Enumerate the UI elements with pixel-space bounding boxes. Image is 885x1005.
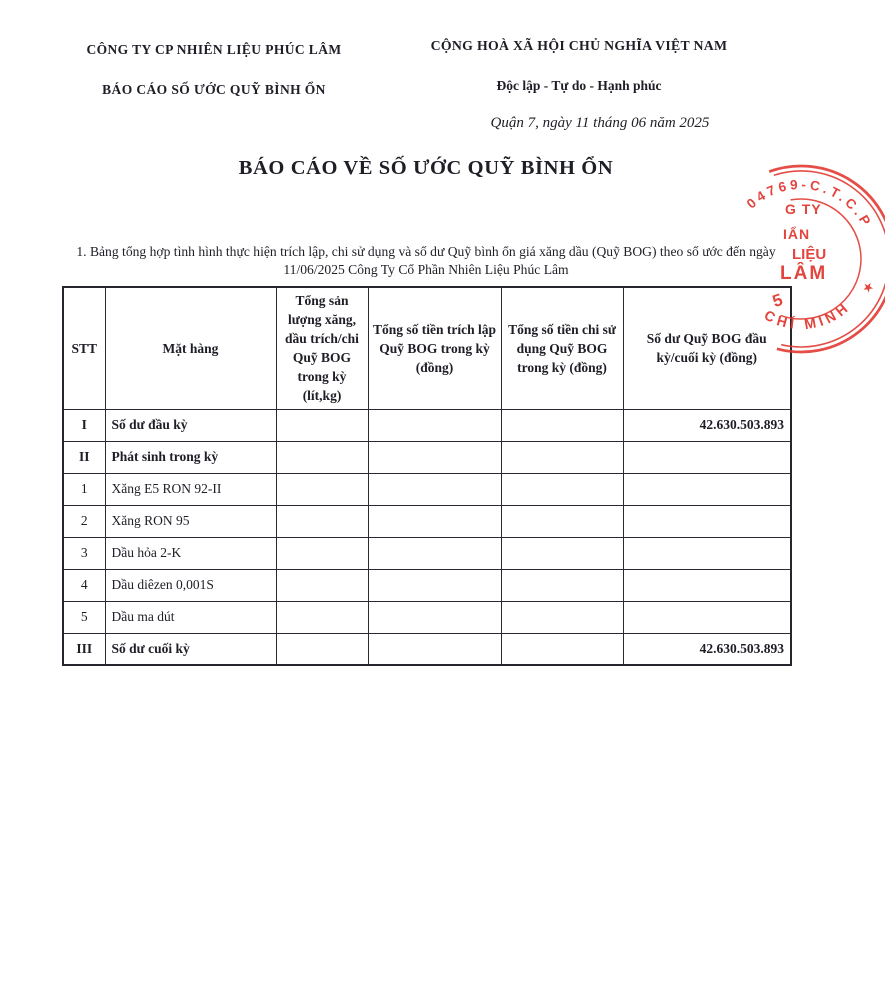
- company-header-block: [66, 42, 362, 98]
- item-cell: Xăng RON 95: [105, 505, 276, 537]
- so-du-cell: [623, 473, 791, 505]
- so-du-cell: [623, 537, 791, 569]
- seal-rim-text-top: 04769-C.T.C.P: [743, 176, 876, 231]
- stt-cell: II: [63, 441, 105, 473]
- seal-text-fragment: IẨN: [783, 226, 811, 242]
- item-cell: Phát sinh trong kỳ: [105, 441, 276, 473]
- table-row: [63, 633, 791, 665]
- header-mat-hang: Mặt hàng: [105, 287, 276, 409]
- chi-su-dung-cell: [501, 537, 623, 569]
- stt-cell: 2: [63, 505, 105, 537]
- company-report-name: BÁO CÁO SỐ ƯỚC QUỸ BÌNH ỔN: [102, 82, 326, 97]
- chi-su-dung-cell: [501, 633, 623, 665]
- stt-cell: 5: [63, 601, 105, 633]
- item-cell: Dầu ma dút: [105, 601, 276, 633]
- national-motto-line2: Độc lập - Tự do - Hạnh phúc: [496, 78, 662, 93]
- table-row: [63, 505, 791, 537]
- trich-lap-cell: [368, 441, 501, 473]
- so-du-cell: [623, 441, 791, 473]
- chi-su-dung-cell: [501, 441, 623, 473]
- chi-su-dung-cell: [501, 569, 623, 601]
- trich-lap-cell: [368, 601, 501, 633]
- chi-su-dung-cell: [501, 409, 623, 441]
- place-date-line: Quận 7, ngày 11 tháng 06 năm 2025: [490, 115, 710, 131]
- stt-cell: 4: [63, 569, 105, 601]
- header-tong-san-luong: Tổng sản lượng xăng, dầu trích/chi Quỹ BOG trong kỳ (lít,kg): [276, 287, 368, 409]
- header-tien-chi-su-dung: Tổng số tiền chi sử dụng Quỹ BOG trong kỳ (đồng): [501, 287, 623, 409]
- national-motto-line1: CỘNG HOÀ XÃ HỘI CHỦ NGHĨA VIỆT NAM: [430, 38, 728, 53]
- company-name: CÔNG TY CP NHIÊN LIỆU PHÚC LÂM: [86, 42, 342, 57]
- qty-cell: [276, 569, 368, 601]
- item-cell: Xăng E5 RON 92-II: [105, 473, 276, 505]
- trich-lap-cell: [368, 537, 501, 569]
- bog-summary-table: [62, 286, 792, 666]
- seal-star-icon: ★: [860, 280, 877, 295]
- so-du-cell: [623, 601, 791, 633]
- national-header-block: [416, 38, 742, 132]
- trich-lap-cell: [368, 409, 501, 441]
- qty-cell: [276, 505, 368, 537]
- seal-text-fragment: G TY: [785, 201, 822, 217]
- so-du-cell: 42.630.503.893: [623, 409, 791, 441]
- qty-cell: [276, 441, 368, 473]
- table-row: [63, 569, 791, 601]
- seal-rim-text-bottom: CHÍ MINH: [761, 298, 854, 333]
- header-tien-trich-lap: Tổng số tiền trích lập Quỹ BOG trong kỳ (đồng): [368, 287, 501, 409]
- seal-text-fragment: LIỆU: [792, 246, 827, 263]
- item-cell: Dầu diêzen 0,001S: [105, 569, 276, 601]
- item-cell: Số dư đầu kỳ: [105, 409, 276, 441]
- chi-su-dung-cell: [501, 473, 623, 505]
- stt-cell: 1: [63, 473, 105, 505]
- stt-cell: I: [63, 409, 105, 441]
- item-cell: Số dư cuối kỳ: [105, 633, 276, 665]
- trich-lap-cell: [368, 505, 501, 537]
- seal-text-fragment: LÂM: [780, 263, 828, 284]
- trich-lap-cell: [368, 473, 501, 505]
- table-row: [63, 473, 791, 505]
- seal-text-fragment: 5: [770, 290, 786, 312]
- chi-su-dung-cell: [501, 601, 623, 633]
- qty-cell: [276, 473, 368, 505]
- trich-lap-cell: [368, 633, 501, 665]
- report-title: BÁO CÁO VỀ SỐ ƯỚC QUỸ BÌNH ỔN: [238, 157, 614, 179]
- table-row: [63, 601, 791, 633]
- stt-cell: III: [63, 633, 105, 665]
- table-header-row: [63, 287, 791, 409]
- item-cell: Dầu hỏa 2-K: [105, 537, 276, 569]
- qty-cell: [276, 409, 368, 441]
- table-row: [63, 409, 791, 441]
- qty-cell: [276, 633, 368, 665]
- header-stt: STT: [63, 287, 105, 409]
- table-row: [63, 537, 791, 569]
- chi-su-dung-cell: [501, 505, 623, 537]
- so-du-cell: [623, 505, 791, 537]
- qty-cell: [276, 537, 368, 569]
- so-du-cell: 42.630.503.893: [623, 633, 791, 665]
- intro-paragraph: 1. Bảng tổng hợp tình hình thực hiện trích lập, chi sử dụng và số dư Quỹ bình ổn giá xăng dầu (Quỹ BOG) theo số ước đến ngày 11/06/2025 Công Ty Cổ Phần Nhiên Liệu Phúc Lâm: [76, 244, 776, 277]
- stt-cell: 3: [63, 537, 105, 569]
- trich-lap-cell: [368, 569, 501, 601]
- table-row: [63, 441, 791, 473]
- so-du-cell: [623, 569, 791, 601]
- qty-cell: [276, 601, 368, 633]
- header-so-du: Số dư Quỹ BOG đầu kỳ/cuối kỳ (đồng): [623, 287, 791, 409]
